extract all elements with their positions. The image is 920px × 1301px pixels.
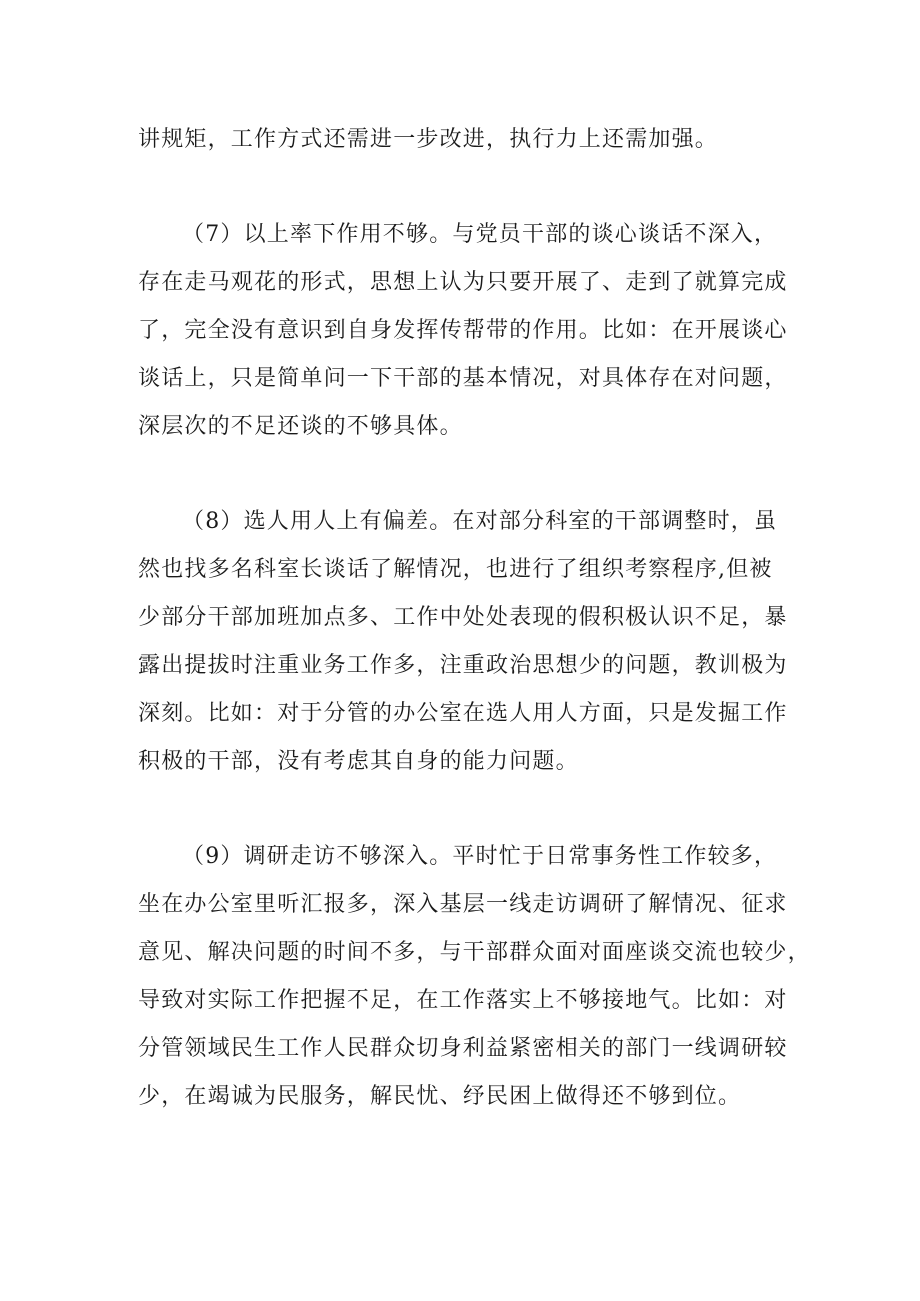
paragraph-line: （9）调研走访不够深入。平时忙于日常事务性工作较多， [182, 844, 778, 869]
paragraph-line: 少，在竭诚为民服务，解民忧、纾民困上做得还不够到位。 [138, 1084, 742, 1109]
paragraph-line: 存在走马观花的形式，思想上认为只要开展了、走到了就算完成 [138, 270, 788, 295]
paragraph-line: 分管领域民生工作人民群众切身利益紧密相关的部门一线调研较 [138, 1036, 788, 1061]
paragraph-line: 深层次的不足还谈的不够具体。 [138, 414, 463, 439]
paragraph-line: 导致对实际工作把握不足，在工作落实上不够接地气。比如：对 [138, 988, 788, 1013]
paragraph-line: 谈话上，只是简单问一下干部的基本情况，对具体存在对问题， [138, 366, 788, 391]
paragraph-line: 意见、解决问题的时间不多，与干部群众面对面座谈交流也较少， [138, 940, 811, 965]
paragraph-line: （7）以上率下作用不够。与党员干部的谈心谈话不深入， [182, 222, 778, 247]
paragraph-line: （8）选人用人上有偏差。在对部分科室的干部调整时，虽 [182, 509, 778, 534]
paragraph-line: 深刻。比如：对于分管的办公室在选人用人方面，只是发掘工作 [138, 701, 788, 726]
paragraph-line: 了，完全没有意识到自身发挥传帮带的作用。比如：在开展谈心 [138, 318, 788, 343]
paragraph-line: 讲规矩，工作方式还需进一步改进，执行力上还需加强。 [138, 127, 719, 152]
paragraph-line: 坐在办公室里听汇报多，深入基层一线走访调研了解情况、征求 [138, 892, 788, 917]
paragraph-line: 然也找多名科室长谈话了解情况，也进行了组织考察程序,但被 [138, 557, 773, 582]
paragraph-line: 露出提拔时注重业务工作多，注重政治思想少的问题，教训极为 [138, 653, 788, 678]
paragraph-line: 少部分干部加班加点多、工作中处处表现的假积极认识不足，暴 [138, 605, 788, 630]
paragraph-line: 积极的干部，没有考虑其自身的能力问题。 [138, 749, 579, 774]
